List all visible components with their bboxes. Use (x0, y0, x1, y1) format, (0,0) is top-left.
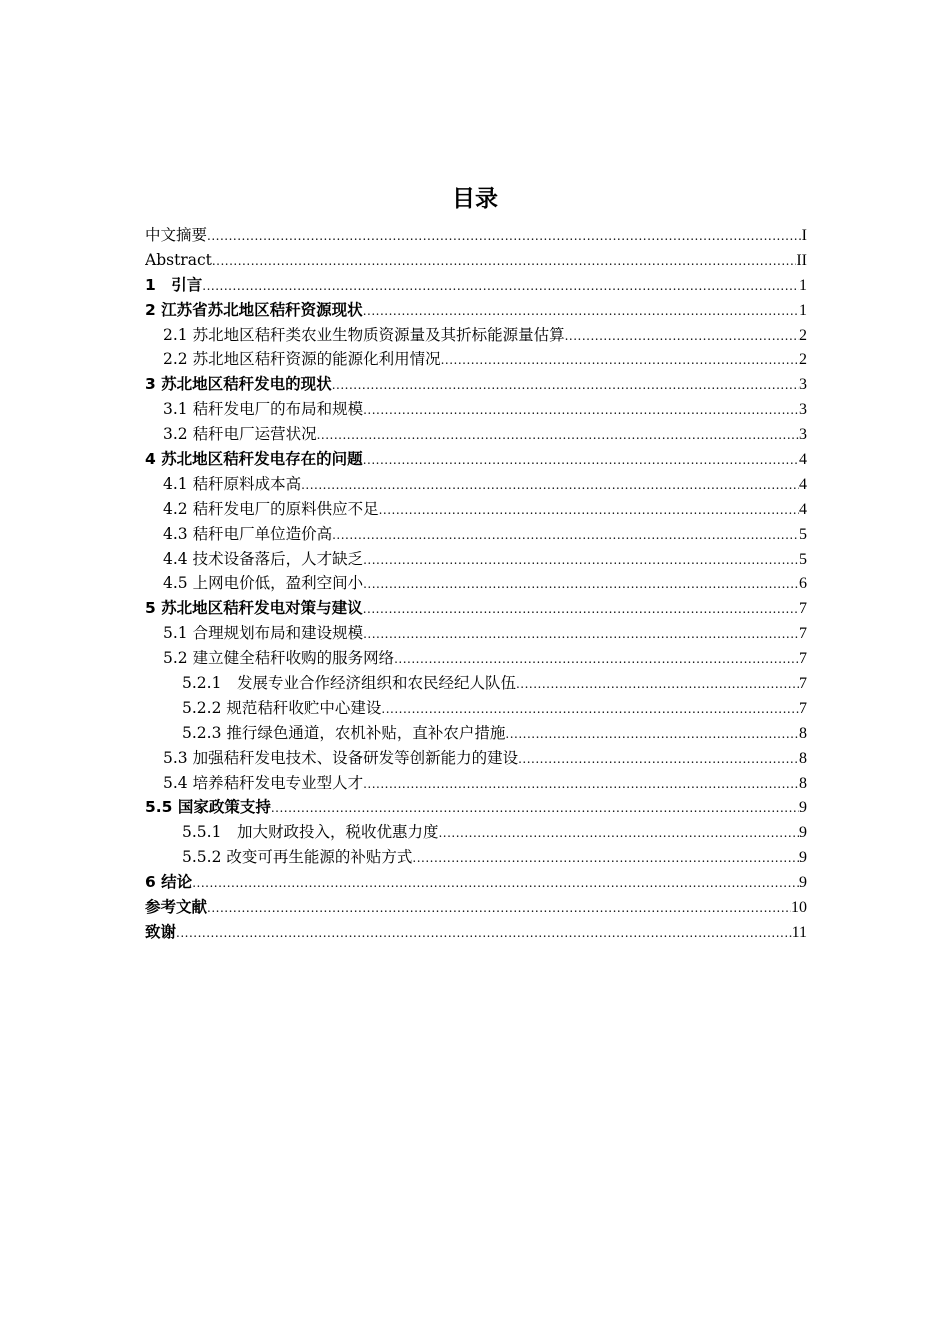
dot-leader (207, 896, 791, 920)
dot-leader (207, 224, 802, 248)
dot-leader (332, 373, 799, 397)
toc-entry[interactable] (145, 621, 807, 646)
table-of-contents (145, 223, 807, 945)
dot-leader (363, 398, 799, 422)
toc-entry[interactable] (145, 596, 807, 621)
toc-entry-label: 4 苏北地区秸秆发电存在的问题 (145, 450, 363, 469)
toc-entry-label: 4.2 秸秆发电厂的原料供应不足 (163, 499, 379, 518)
toc-entry-label: 5.5.2 改变可再生能源的补贴方式 (182, 848, 413, 867)
toc-entry-page-number: 5 (799, 550, 807, 568)
toc-entry-page-number: 4 (799, 475, 807, 493)
toc-entry-page-number: 9 (799, 874, 807, 892)
dot-leader (441, 348, 799, 372)
toc-entry[interactable] (145, 447, 807, 472)
toc-entry-label: 3.2 秸秆电厂运营状况 (163, 425, 317, 444)
toc-entry-label: 参考文献 (145, 898, 208, 917)
dot-leader (202, 274, 799, 298)
toc-entry-label: 中文摘要 (145, 226, 208, 244)
toc-entry-label: 5.5.1 加大财政投入，税收优惠力度 (182, 823, 439, 842)
dot-leader (317, 423, 799, 447)
toc-entry-page-number: 7 (799, 650, 807, 668)
toc-entry[interactable] (145, 372, 807, 397)
toc-entry-label: 1 引言 (145, 275, 203, 294)
toc-entry[interactable] (145, 323, 807, 348)
toc-entry[interactable] (145, 273, 807, 298)
toc-entry-page-number: 7 (799, 675, 807, 693)
toc-entry-page-number: 4 (799, 451, 807, 469)
toc-entry[interactable] (145, 696, 807, 721)
toc-entry-label: 2.2 苏北地区秸秆资源的能源化利用情况 (163, 350, 441, 369)
toc-entry-page-number: I (801, 227, 807, 244)
toc-entry-page-number: 2 (799, 326, 807, 344)
toc-entry-label: 致谢 (145, 922, 177, 941)
toc-entry-page-number: 10 (791, 899, 807, 917)
dot-leader (363, 299, 799, 323)
toc-entry[interactable] (145, 820, 807, 845)
toc-entry-page-number: 9 (799, 824, 807, 842)
toc-entry-label: 5 苏北地区秸秆发电对策与建议 (145, 599, 363, 618)
toc-title: 目录 (452, 186, 498, 212)
toc-entry-page-number: 8 (799, 724, 807, 742)
toc-entry[interactable] (145, 223, 807, 248)
dot-leader (212, 249, 796, 273)
toc-entry[interactable] (145, 298, 807, 323)
toc-entry-label: 5.2.3 推行绿色通道，农机补贴，直补农户措施 (182, 723, 506, 742)
toc-entry[interactable] (145, 671, 807, 696)
dot-leader (192, 871, 799, 895)
toc-entry-page-number: 8 (799, 749, 807, 767)
toc-entry[interactable] (145, 571, 807, 596)
dot-leader (363, 548, 799, 572)
toc-entry[interactable] (145, 870, 807, 895)
dot-leader (518, 747, 799, 771)
toc-entry-label: 5.2.2 规范秸秆收贮中心建设 (182, 698, 382, 717)
dot-leader (381, 697, 799, 721)
toc-entry-label: 5.2.1 发展专业合作经济组织和农民经纪人队伍 (182, 674, 516, 693)
toc-entry-page-number: 7 (799, 600, 807, 618)
toc-entry[interactable] (145, 547, 807, 572)
toc-entry-page-number: 3 (799, 401, 807, 419)
toc-entry-label: 5.2 建立健全秸秆收购的服务网络 (163, 649, 395, 668)
toc-entry[interactable] (145, 895, 807, 920)
dot-leader (394, 647, 799, 671)
toc-entry[interactable] (145, 746, 807, 771)
toc-entry[interactable] (145, 347, 807, 372)
toc-entry[interactable] (145, 248, 807, 273)
dot-leader (363, 448, 799, 472)
dot-leader (565, 324, 799, 348)
dot-leader (176, 921, 792, 945)
toc-entry[interactable] (145, 845, 807, 870)
dot-leader (332, 523, 799, 547)
toc-entry-page-number: 2 (799, 351, 807, 369)
toc-entry-label: 6 结论 (145, 873, 193, 892)
toc-entry-page-number: 1 (799, 301, 807, 319)
toc-entry-label: 5.4 培养秸秆发电专业型人才 (163, 773, 364, 792)
toc-entry-page-number: 4 (799, 500, 807, 518)
toc-entry-label: 4.3 秸秆电厂单位造价高 (163, 524, 333, 543)
dot-leader (301, 473, 799, 497)
dot-leader (412, 846, 799, 870)
toc-entry[interactable] (145, 795, 807, 820)
toc-entry-page-number: 3 (799, 376, 807, 394)
dot-leader (505, 722, 799, 746)
toc-entry-page-number: 7 (799, 699, 807, 717)
toc-entry[interactable] (145, 472, 807, 497)
toc-entry[interactable] (145, 497, 807, 522)
toc-entry-label: 3 苏北地区秸秆发电的现状 (145, 375, 332, 394)
dot-leader (379, 498, 799, 522)
toc-entry-label: 4.5 上网电价低，盈利空间小 (163, 574, 364, 593)
dot-leader (363, 597, 799, 621)
toc-entry[interactable] (145, 422, 807, 447)
toc-entry-page-number: 1 (799, 276, 807, 294)
toc-entry-label: 5.3 加强秸秆发电技术、设备研发等创新能力的建设 (163, 748, 519, 767)
toc-entry[interactable] (145, 397, 807, 422)
toc-entry-label: 5.1 合理规划布局和建设规模 (163, 624, 364, 643)
toc-entry-page-number: 8 (799, 774, 807, 792)
toc-entry[interactable] (145, 920, 807, 945)
dot-leader (363, 622, 799, 646)
toc-entry-page-number: 9 (799, 849, 807, 867)
toc-entry-page-number: 7 (799, 625, 807, 643)
toc-entry-label: 2.1 苏北地区秸秆类农业生物质资源量及其折标能源量估算 (163, 325, 565, 344)
toc-entry-page-number: 3 (799, 426, 807, 444)
toc-entry[interactable] (145, 646, 807, 671)
toc-entry-page-number: 11 (791, 923, 807, 941)
toc-entry[interactable] (145, 771, 807, 796)
toc-entry-label: 2 江苏省苏北地区秸秆资源现状 (145, 300, 363, 319)
dot-leader (271, 796, 799, 820)
toc-entry-label: Abstract (145, 250, 212, 269)
dot-leader (363, 772, 799, 796)
toc-entry-label: 3.1 秸秆发电厂的布局和规模 (163, 400, 364, 419)
dot-leader (363, 572, 799, 596)
toc-entry-label: 5.5 国家政策支持 (145, 798, 271, 817)
toc-entry-label: 4.4 技术设备落后，人才缺乏 (163, 549, 364, 568)
toc-entry-label: 4.1 秸秆原料成本高 (163, 474, 302, 493)
toc-entry[interactable] (145, 721, 807, 746)
toc-entry-page-number: 9 (799, 799, 807, 817)
toc-entry-page-number: 5 (799, 525, 807, 543)
toc-entry-page-number: II (796, 251, 807, 269)
toc-entry[interactable] (145, 522, 807, 547)
dot-leader (516, 672, 799, 696)
dot-leader (438, 821, 799, 845)
toc-entry-page-number: 6 (799, 575, 807, 593)
